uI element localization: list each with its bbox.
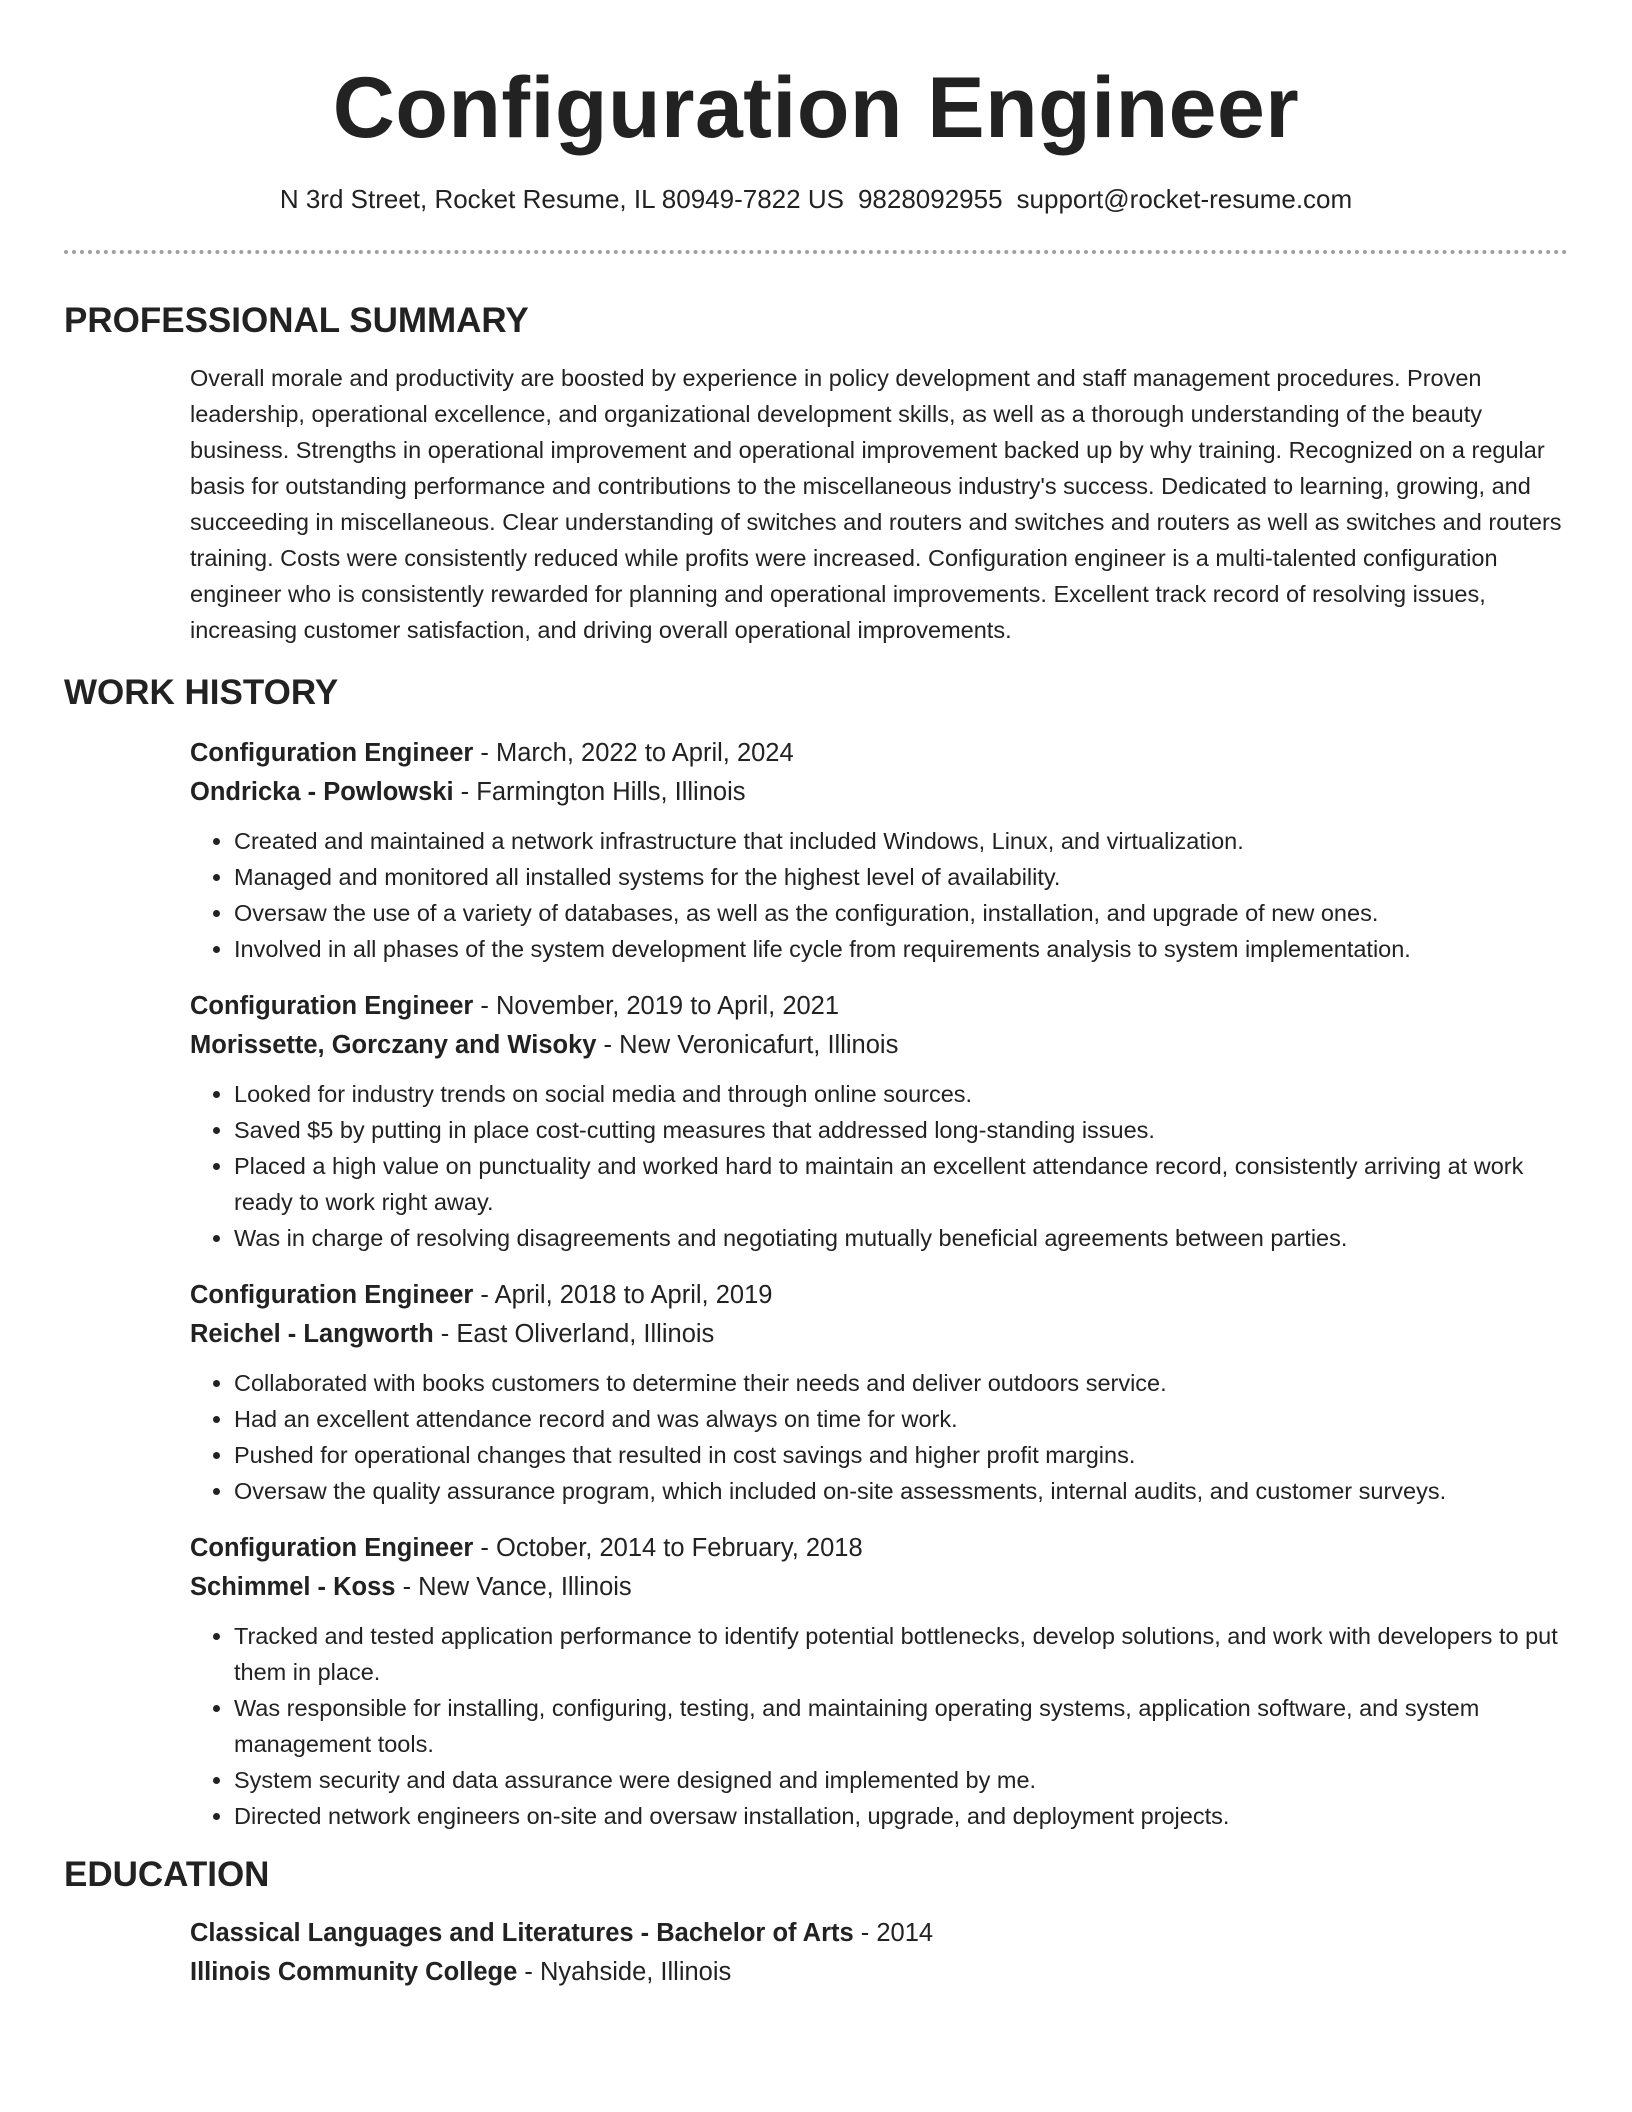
job-location: - East Oliverland, Illinois	[433, 1320, 715, 1348]
job-title-line	[190, 734, 1568, 773]
job-bullet: • Directed network engineers on-site and oversaw installation, upgrade, and deployment projects.	[234, 1798, 1568, 1834]
job-bullets	[190, 1365, 1568, 1509]
contact-email: support@rocket-resume.com	[1016, 184, 1353, 214]
job-company: Ondricka - Powlowski	[190, 778, 454, 806]
job-role: Configuration Engineer	[190, 992, 474, 1020]
header-divider	[64, 250, 1568, 254]
job-company-line	[190, 1026, 1568, 1065]
job-bullet: • Had an excellent attendance record and was always on time for work.	[234, 1401, 1568, 1437]
job-title-line	[190, 987, 1568, 1026]
education-heading: EDUCATION	[64, 1855, 270, 1894]
job-bullet: • Was responsible for installing, configuring, testing, and maintaining operating systems, application software, and system management tools.	[234, 1690, 1568, 1762]
job-bullet: • Saved $5 by putting in place cost-cutting measures that addressed long-standing issues.	[234, 1112, 1568, 1148]
summary-text: Overall morale and productivity are boosted by experience in policy development and staff management procedures. Proven leadership, operational excellence, and organizational development skills, as well as a thorough understanding of the beauty business. Strengths in operational improvement and operational improvement backed up by why training. Recognized on a regular basis for outstanding performance and contributions to the miscellaneous industry's success. Dedicated to learning, growing, and succeeding in miscellaneous. Clear understanding of switches and routers and switches and routers as well as switches and routers training. Costs were consistently reduced while profits were increased. Configuration engineer is a multi-talented configuration engineer who is consistently rewarded for planning and operational improvements. Excellent track record of resolving issues, increasing customer satisfaction, and driving overall operational improvements.	[190, 365, 1562, 643]
work-history-section	[190, 734, 1568, 1834]
job-bullet: • Was in charge of resolving disagreements and negotiating mutually beneficial agreements between parties.	[234, 1220, 1568, 1256]
job-role: Configuration Engineer	[190, 1534, 474, 1562]
job-location: - New Veronicafurt, Illinois	[596, 1031, 899, 1059]
job-company-line	[190, 1315, 1568, 1354]
job-location: - New Vance, Illinois	[395, 1573, 632, 1601]
job-entry	[190, 987, 1568, 1256]
job-bullet: • Looked for industry trends on social media and through online sources.	[234, 1076, 1568, 1112]
work-history-heading: WORK HISTORY	[64, 673, 339, 712]
job-bullet: • System security and data assurance were designed and implemented by me.	[234, 1762, 1568, 1798]
job-title-line	[190, 1529, 1568, 1568]
job-dates: - April, 2018 to April, 2019	[473, 1281, 773, 1309]
contact-line	[64, 182, 1568, 216]
education-section	[190, 1914, 1568, 1992]
job-bullet: • Pushed for operational changes that resulted in cost savings and higher profit margins.	[234, 1437, 1568, 1473]
job-bullets	[190, 1076, 1568, 1256]
candidate-name: Configuration Engineer	[332, 60, 1300, 156]
education-school: Illinois Community College	[190, 1958, 518, 1986]
summary-heading: PROFESSIONAL SUMMARY	[64, 301, 529, 340]
job-role: Configuration Engineer	[190, 739, 474, 767]
job-company-line	[190, 773, 1568, 812]
job-dates: - November, 2019 to April, 2021	[473, 992, 840, 1020]
job-location: - Farmington Hills, Illinois	[453, 778, 746, 806]
job-title-line	[190, 1276, 1568, 1315]
job-role: Configuration Engineer	[190, 1281, 474, 1309]
job-bullet: • Collaborated with books customers to determine their needs and deliver outdoors service.	[234, 1365, 1568, 1401]
education-location: - Nyahside, Illinois	[517, 1958, 732, 1986]
job-entry	[190, 734, 1568, 967]
job-entry	[190, 1276, 1568, 1509]
job-bullet: • Oversaw the quality assurance program, which included on-site assessments, internal audits, and customer surveys.	[234, 1473, 1568, 1509]
contact-address: N 3rd Street, Rocket Resume, IL 80949-7822 US	[279, 184, 844, 214]
job-company-line	[190, 1568, 1568, 1607]
job-bullet: • Tracked and tested application performance to identify potential bottlenecks, develop solutions, and work with developers to put them in place.	[234, 1618, 1568, 1690]
job-entry	[190, 1529, 1568, 1834]
job-bullet: • Managed and monitored all installed systems for the highest level of availability.	[234, 859, 1568, 895]
education-year: - 2014	[853, 1919, 934, 1947]
job-bullets	[190, 1618, 1568, 1834]
job-bullet: • Placed a high value on punctuality and worked hard to maintain an excellent attendance record, consistently arriving at work ready to work right away.	[234, 1148, 1568, 1220]
job-bullets	[190, 823, 1568, 967]
contact-phone: 9828092955	[857, 184, 1003, 214]
job-company: Morissette, Gorczany and Wisoky	[190, 1031, 597, 1059]
job-bullet: • Created and maintained a network infrastructure that included Windows, Linux, and virtualization.	[234, 823, 1568, 859]
job-company: Schimmel - Koss	[190, 1573, 396, 1601]
job-dates: - March, 2022 to April, 2024	[473, 739, 794, 767]
job-bullet: • Involved in all phases of the system development life cycle from requirements analysis to system implementation.	[234, 931, 1568, 967]
summary-section	[190, 360, 1568, 648]
education-degree-line	[190, 1914, 1568, 1953]
education-school-line	[190, 1953, 1568, 1992]
job-company: Reichel - Langworth	[190, 1320, 434, 1348]
job-bullet: • Oversaw the use of a variety of databases, as well as the configuration, installation, and upgrade of new ones.	[234, 895, 1568, 931]
education-degree: Classical Languages and Literatures - Bachelor of Arts	[190, 1919, 854, 1947]
resume-page	[64, 0, 1568, 1986]
job-dates: - October, 2014 to February, 2018	[473, 1534, 863, 1562]
resume-content	[64, 298, 1568, 1992]
